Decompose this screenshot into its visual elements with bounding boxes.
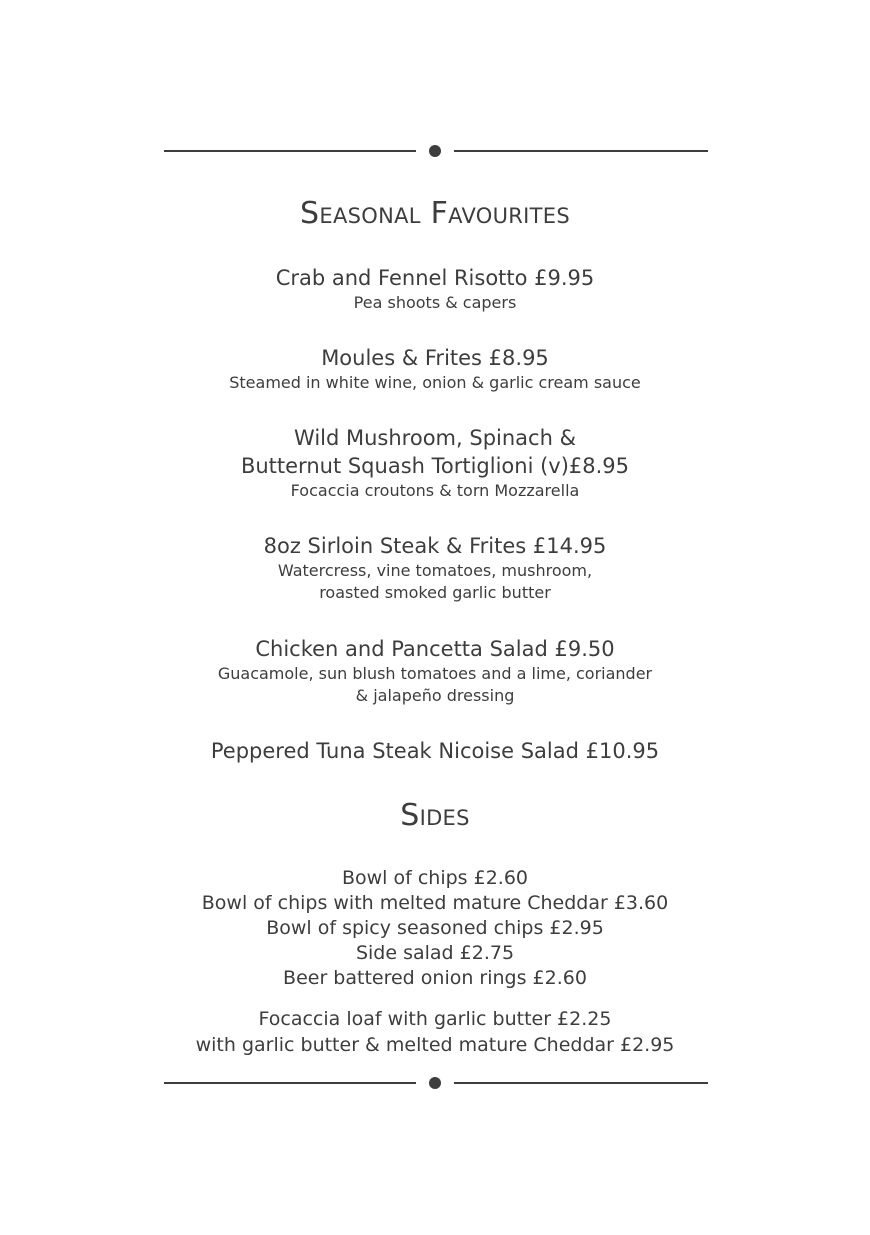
menu-item-name-line-1: Wild Mushroom, Spinach &	[294, 426, 576, 450]
menu-item-name: Chicken and Pancetta Salad £9.50	[255, 637, 615, 661]
top-divider	[164, 145, 708, 157]
side-item-spicy-chips: Bowl of spicy seasoned chips £2.95	[266, 917, 604, 939]
menu-item-name-line-2: Butternut Squash Tortiglioni (v)£8.95	[240, 454, 630, 478]
menu-item-description: Pea shoots & capers	[353, 293, 517, 312]
side-item-cheddar-chips: Bowl of chips with melted mature Cheddar £3.60	[201, 892, 669, 914]
menu-item-description-line-1: Guacamole, sun blush tomatoes and a lime, coriander	[217, 664, 653, 683]
menu-item-description: Steamed in white wine, onion & garlic cream sauce	[229, 373, 641, 392]
menu-item-description-line-1: Watercress, vine tomatoes, mushroom,	[277, 561, 593, 580]
side-item-side-salad: Side salad £2.75	[355, 942, 515, 964]
side-item-chips: Bowl of chips £2.60	[341, 867, 529, 889]
menu-item-description: Focaccia croutons & torn Mozzarella	[290, 481, 580, 500]
bottom-divider	[164, 1077, 708, 1089]
side-item-onion-rings: Beer battered onion rings £2.60	[283, 967, 587, 989]
menu-item-chicken-pancetta-salad	[0, 635, 870, 707]
menu-item-name: Moules & Frites £8.95	[321, 346, 549, 370]
sides-heading: Sides	[400, 798, 470, 833]
divider-dot-icon	[429, 1077, 441, 1089]
menu-item-mushroom-tortiglioni	[0, 424, 870, 502]
divider-line-right	[454, 1082, 708, 1084]
menu-item-name: Peppered Tuna Steak Nicoise Salad £10.95	[210, 739, 660, 763]
menu-item-tuna-nicoise	[0, 737, 870, 765]
menu-item-name: 8oz Sirloin Steak & Frites £14.95	[263, 534, 607, 558]
focaccia-list	[0, 1006, 870, 1058]
divider-line-left	[164, 1082, 416, 1084]
seasonal-favourites-heading: Seasonal Favourites	[300, 196, 570, 231]
side-item-focaccia: Focaccia loaf with garlic butter £2.25	[258, 1008, 612, 1030]
menu-item-crab-risotto	[0, 264, 870, 314]
side-item-focaccia-cheddar: with garlic butter & melted mature Cheddar £2.95	[195, 1034, 675, 1056]
menu-item-sirloin-steak	[0, 532, 870, 604]
divider-dot-icon	[429, 145, 441, 157]
menu-item-moules-frites	[0, 344, 870, 394]
menu-item-name: Crab and Fennel Risotto £9.95	[275, 266, 595, 290]
menu-item-description-line-2: & jalapeño dressing	[355, 686, 515, 705]
menu-item-description-line-2: roasted smoked garlic butter	[319, 583, 551, 602]
divider-line-right	[454, 150, 708, 152]
sides-list	[0, 866, 870, 991]
divider-line-left	[164, 150, 416, 152]
